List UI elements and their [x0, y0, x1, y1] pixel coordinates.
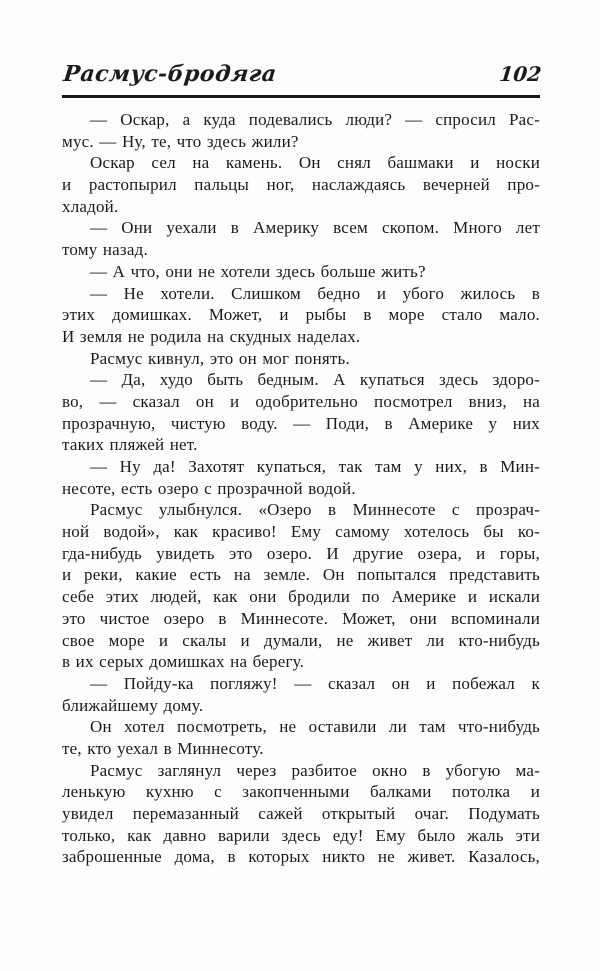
- text-line: несоте, есть озеро с прозрачной водой.: [62, 478, 356, 498]
- text-line: — Пойду-ка погляжу! — сказал он и побежал к: [90, 673, 540, 693]
- text-line: ближайшему дому.: [62, 695, 204, 715]
- text-line: в их серых домишках на берегу.: [62, 652, 305, 672]
- page-number: 102: [498, 62, 543, 86]
- text-line: Расмус заглянул через разбитое окно в убогую ма-: [90, 760, 540, 780]
- text-line: Оскар сел на камень. Он снял башмаки и носки: [90, 153, 540, 173]
- paragraph: [62, 499, 540, 673]
- text-line: заброшенные дома, в которых никто не живет. Казалось,: [62, 847, 540, 867]
- paragraph: [62, 716, 540, 759]
- text-line: мус. — Ну, те, что здесь жили?: [62, 131, 299, 151]
- paragraph: [62, 152, 540, 217]
- header-rule: [62, 95, 540, 98]
- text-line: — Не хотели. Слишком бедно и убого жилось в: [90, 283, 540, 303]
- paragraph: [62, 456, 540, 499]
- text-line: — Они уехали в Америку всем скопом. Много лет: [90, 218, 540, 238]
- paragraph: [62, 283, 540, 348]
- text-line: Расмус кивнул, это он мог понять.: [90, 348, 350, 368]
- page-header: [62, 60, 543, 88]
- text-line: во, — сказал он и одобрительно посмотрел вниз, на: [62, 391, 540, 411]
- text-line: тому назад.: [62, 240, 148, 260]
- text-line: это чистое озеро в Миннесоте. Может, они вспоминали: [62, 608, 540, 628]
- text-line: себе этих людей, как они бродили по Америке и искали: [62, 587, 540, 607]
- text-line: И земля не родила на скудных наделах.: [62, 326, 361, 346]
- text-line: Он хотел посмотреть, не оставили ли там что-нибудь: [90, 717, 540, 737]
- text-line: таких пляжей нет.: [62, 435, 198, 455]
- text-line: ной водой», как красиво! Ему самому хотелось бы ко-: [62, 522, 540, 542]
- paragraph: [62, 217, 540, 260]
- text-line: — А что, они не хотели здесь больше жить?: [90, 261, 426, 281]
- text-line: те, кто уехал в Миннесоту.: [62, 738, 264, 758]
- paragraph: [62, 261, 540, 283]
- text-line: — Ну да! Захотят купаться, так там у них, в Мин-: [90, 457, 540, 476]
- text-line: и реки, какие есть на земле. Он попытался представить: [62, 565, 540, 585]
- paragraph: [62, 369, 540, 456]
- text-line: — Да, худо быть бедным. А купаться здесь здоро-: [90, 370, 540, 390]
- paragraph: [62, 673, 540, 716]
- text-line: этих домишках. Может, и рыбы в море стало мало.: [62, 305, 540, 325]
- text-line: гда-нибудь увидеть это озеро. И другие озера, и горы,: [62, 543, 540, 563]
- running-title: Расмус-бродяга: [62, 61, 279, 87]
- text-line: — Оскар, а куда подевались люди? — спросил Рас-: [90, 110, 540, 129]
- text-line: хладой.: [62, 196, 119, 216]
- text-line: и растопырил пальцы ног, наслаждаясь вечерней про-: [62, 175, 540, 195]
- text-line: увидел перемазанный сажей открытый очаг. Подумать: [62, 804, 540, 823]
- paragraph: [62, 109, 540, 152]
- text-line: ленькую кухню с закопченными балками потолка и: [62, 782, 540, 802]
- body-text: [62, 109, 540, 868]
- text-line: только, как давно варили здесь еду! Ему было жаль эти: [62, 825, 540, 845]
- text-line: свое море и скалы и думали, не живет ли кто-нибудь: [62, 630, 540, 650]
- text-line: Расмус улыбнулся. «Озеро в Миннесоте с прозрач-: [90, 500, 540, 520]
- paragraph: [62, 760, 540, 868]
- text-line: прозрачную, чистую воду. — Поди, в Америке у них: [62, 413, 540, 433]
- paragraph: [62, 348, 540, 370]
